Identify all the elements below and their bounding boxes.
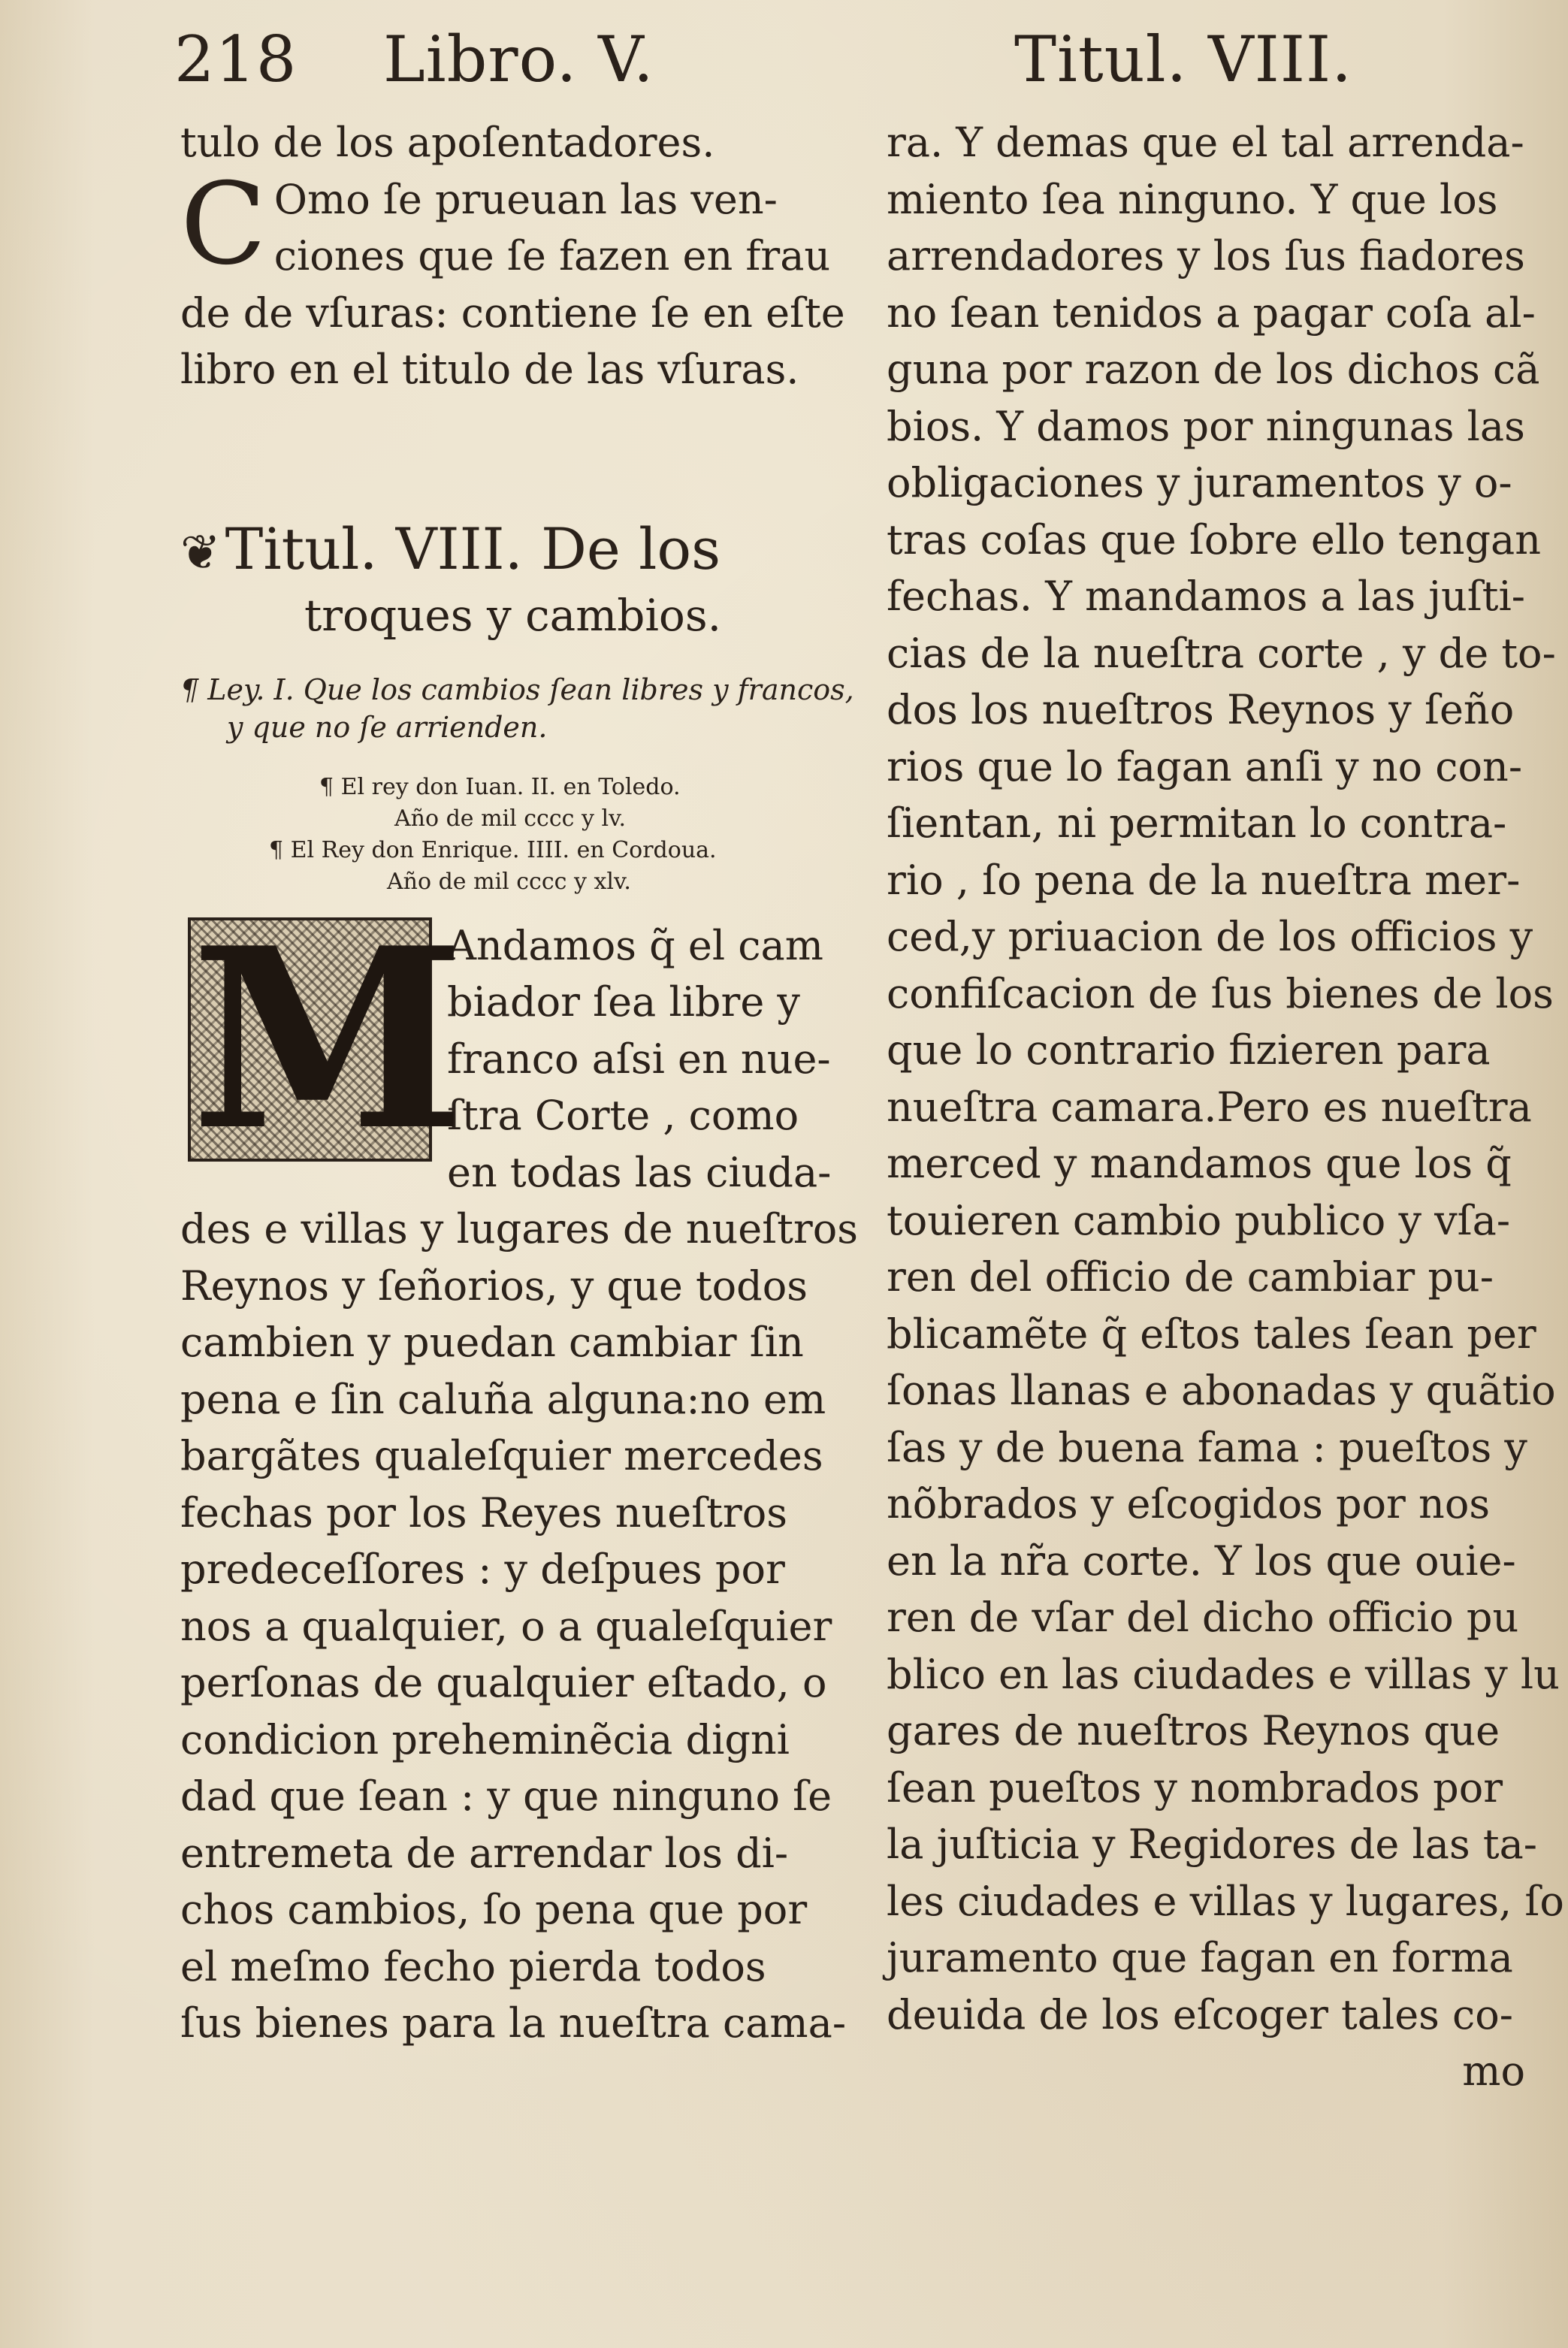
reference-year: Año de mil cccc y lv. [394,805,626,832]
text-line: rio , ſo pena de la nueſtra mer- [887,856,1521,904]
book-heading: Libro. V. [383,23,654,96]
law-line: franco aſsi en nue- [447,1035,831,1083]
text-line: no ſean tenidos a pagar coſa al- [887,289,1536,337]
left-column [180,114,858,2052]
law-line: ſus bienes para la nueſtra cama- [180,1999,847,2047]
text-line: juramento que fagan en forma [887,1934,1513,1981]
text-line: ren de vſar del dicho officio pu [887,1594,1519,1641]
text-line: gares de nueſtros Reynos que [887,1707,1500,1754]
law-line: cambien y puedan cambiar ſin [180,1319,804,1366]
section-title [180,517,834,585]
text-line: merced y mandamos que los q̃ [887,1140,1512,1187]
text-line: la juſticia y Regidores de las ta- [887,1821,1538,1868]
text-line: touieren cambio publico y vſa- [887,1196,1511,1244]
title-heading: Titul. VIII. [1014,23,1352,96]
law-line: en todas las ciuda- [447,1148,832,1196]
text-line: ra. Y demas que el tal arrenda- [887,119,1524,166]
text-line: miento ſea ninguno. Y que los [887,175,1498,223]
text-line: que lo contrario fizieren para [887,1026,1491,1074]
text-line: fechas. Y mandamos a las juſti- [887,573,1525,620]
intro-line: tulo de los apoſentadores. [180,119,715,166]
text-line: ren del officio de cambiar pu- [887,1253,1494,1301]
paragraph-line: de de vſuras: contiene ſe en eſte [180,289,845,337]
law-line: chos cambios, ſo pena que por [180,1886,808,1933]
law-line: dad que ſean : y que ninguno ſe [180,1772,832,1820]
law-line: bargãtes qualeſquier mercedes [180,1432,823,1479]
drop-cap-c: C [180,159,267,290]
law-line: condicion preheminẽcia digni [180,1715,790,1763]
law-line: ſtra Corte , como [447,1092,799,1139]
text-line: ced,y priuacion de los officios y [887,913,1533,960]
text-line: guna por razon de los dichos cã [887,346,1540,393]
text-line: nueſtra camara.Pero es nueſtra [887,1083,1532,1131]
text-line: deuida de los eſcoger tales co- [887,1990,1514,2038]
text-line: confiſcacion de ſus bienes de los [887,969,1554,1017]
right-column [887,114,1564,2100]
law-line: Reynos y ſeñorios, y que todos [180,1262,808,1310]
text-line: ſas y de buena fama : pueſtos y [887,1423,1527,1471]
page-number: 218 [174,23,298,96]
royal-references [180,772,834,898]
text-line: obligaciones y juramentos y o- [887,459,1512,506]
decorated-initial-m [188,893,466,1185]
law-line: biador ſea libre y [447,978,800,1026]
law-line: entremeta de arrendar los di- [180,1829,789,1877]
text-line: rios que lo fagan anſi y no con- [887,742,1523,790]
text-line: blico en las ciudades e villas y lu [887,1650,1560,1698]
law-line: fechas por los Reyes nueſtros [180,1488,787,1537]
law-text [180,893,858,2052]
text-line: dos los nueſtros Reynos y ſeño [887,686,1515,733]
paragraph-line: ciones que ſe fazen en frau [273,232,831,280]
law-heading-line-1: ¶ Ley. I. Que los cambios ſean libres y francos, [180,672,854,706]
text-line: blicamẽte q̃ eſtos tales ſean per [887,1310,1536,1358]
paragraph-line: Omo ſe prueuan las ven- [273,175,778,223]
law-line: Andamos q̃ el cam [447,921,823,969]
decorated-initial-letter: M [191,893,466,1185]
law-line: predeceſſores : y deſpues por [180,1546,785,1593]
text-line: les ciudades e villas y lugares, ſo [887,1877,1564,1925]
reference-year: Año de mil cccc y xlv. [387,868,631,895]
law-line: des e villas y lugares de nueſtros [180,1205,858,1253]
law-heading-line-2: y que no ſe arrienden. [227,710,548,744]
law-line: perſonas de qualquier eſtado, o [180,1659,827,1706]
fleuron-icon: ❦ [180,524,221,581]
section-title-line-1: Titul. VIII. De los [225,515,721,582]
section-title-line-2: troques y cambios. [304,589,722,641]
text-line: arrendadores y los ſus fiadores [887,232,1525,280]
law-line: pena e ſin caluña alguna:no em [180,1375,826,1423]
text-line: tras coſas que ſobre ello tengan [887,515,1542,564]
text-line: ſean pueſtos y nombrados por [887,1763,1503,1812]
text-line: cias de la nueſtra corte , y de to- [887,629,1556,677]
reference-line: ¶ El Rey don Enrique. IIII. en Cordoua. [269,836,717,863]
text-line: nõbrados y eſcogidos por nos [887,1480,1491,1528]
law-line: nos a qualquier, o a qualeſquier [180,1602,832,1650]
text-line: ſonas llanas e abonadas y quãtio [887,1367,1556,1414]
text-line: ſientan, ni permitan lo contra- [887,799,1507,847]
usury-paragraph [180,159,845,457]
text-line: bios. Y damos por ningunas las [887,402,1525,450]
law-line: el meſmo fecho pierda todos [180,1942,766,1990]
catchword: mo [1462,2047,1525,2095]
text-line: en la nr̃a corte. Y los que ouie- [887,1537,1516,1585]
reference-line: ¶ El rey don Iuan. II. en Toledo. [319,773,681,800]
paragraph-line: libro en el titulo de las vſuras. [180,346,799,393]
running-header [0,23,1568,105]
law-heading [180,671,854,746]
